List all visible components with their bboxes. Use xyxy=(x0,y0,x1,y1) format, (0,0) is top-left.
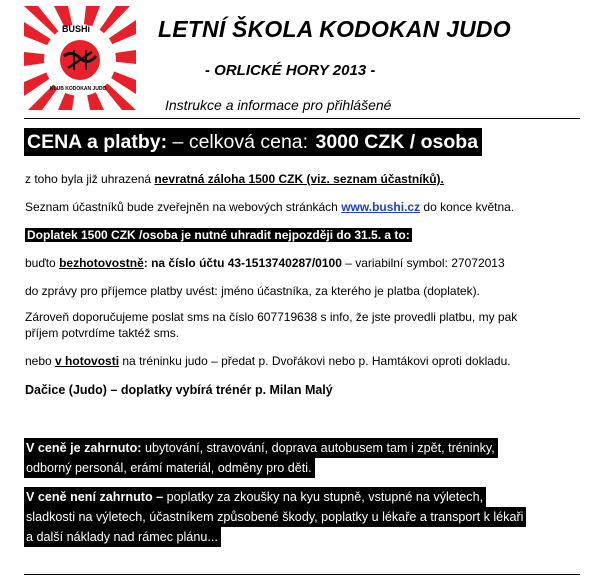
logo-bottom-text: KLUB KODOKAN JUDO xyxy=(50,86,107,92)
header-divider xyxy=(24,118,580,119)
page-title: LETNÍ ŠKOLA KODOKAN JUDO xyxy=(158,16,511,42)
included-text-1: ubytování, stravování, doprava autobusem tam i zpět, tréninky, xyxy=(141,441,495,455)
rising-sun-icon xyxy=(24,6,136,110)
included-line-2: odborný personál, erámí materiál, odměny pro děti. xyxy=(24,458,315,478)
bank-either: buďto xyxy=(25,256,60,270)
cash-line xyxy=(25,353,511,370)
bushi-logo xyxy=(24,6,136,110)
deposit-amount: nevratná záloha 1500 CZK (viz. seznam účastníků). xyxy=(154,172,444,186)
deposit-line xyxy=(25,171,444,188)
payment-note-line: do zprávy pro příjemce platby uvést: jméno účastníka, za kterého je platba (doplatek). xyxy=(25,284,480,298)
sms-line-2: příjem potvrdíme taktéž sms. xyxy=(25,326,180,340)
participants-line xyxy=(25,199,514,216)
intro-text: Instrukce a informace pro přihlášené xyxy=(165,97,392,113)
excluded-line-1 xyxy=(24,487,486,507)
bank-account: : na číslo účtu 43-1513740287/0100 xyxy=(143,256,342,270)
sms-line-1: Zároveň doporučujeme poslat sms na číslo 607719638 s info, že jste provedli platbu, my pak xyxy=(25,310,518,324)
excluded-block xyxy=(24,487,526,547)
bank-cashless: bezhotovostně xyxy=(59,256,144,270)
footer-divider xyxy=(24,574,580,575)
website-link[interactable]: www.bushi.cz xyxy=(341,200,421,214)
participants-deadline: do konce května. xyxy=(420,200,515,214)
excluded-label: V ceně není zahrnuto – xyxy=(26,490,164,504)
remaining-payment-text: Doplatek 1500 CZK /osoba je nutné uhradit nejpozději do 31.5. a to: xyxy=(27,228,410,242)
cash-label: v hotovosti xyxy=(55,354,120,368)
price-heading xyxy=(24,128,482,156)
variable-symbol: – variabilní symbol: 27072013 xyxy=(341,256,505,270)
deposit-text: z toho byla již uhrazená xyxy=(25,172,155,186)
excluded-text-1: poplatky za zkoušky na kyu stupně, vstupné na výletech, xyxy=(163,490,484,504)
participants-text: Seznam účastníků bude zveřejněn na webových stránkách xyxy=(25,200,342,214)
excluded-line-2: sladkosti na výletech, účastníkem způsobené škody, poplatky u lékaře a transport k lékaři xyxy=(24,507,526,527)
included-label: V ceně je zahrnuto: xyxy=(26,441,142,455)
cash-or: nebo xyxy=(25,354,56,368)
price-label: CENA a platby: xyxy=(27,131,168,153)
price-dash: – celková cena: xyxy=(167,131,314,153)
page-subtitle: - ORLICKÉ HORY 2013 - xyxy=(205,62,376,79)
included-block xyxy=(24,438,498,478)
price-amount: 3000 CZK / osoba xyxy=(315,131,479,153)
cash-text: na tréninku judo – předat p. Dvořákovi nebo p. Hamtákovi oproti dokladu. xyxy=(119,354,511,368)
remaining-payment-line xyxy=(25,227,412,244)
included-line-1 xyxy=(24,438,498,458)
excluded-line-3: a další náklady nad rámec plánu... xyxy=(24,527,221,547)
bank-transfer-line xyxy=(25,255,505,272)
dacice-line: Dačice (Judo) – doplatky vybírá trénér p. Milan Malý xyxy=(25,383,333,397)
logo-top-text: BUSHi xyxy=(62,24,91,34)
